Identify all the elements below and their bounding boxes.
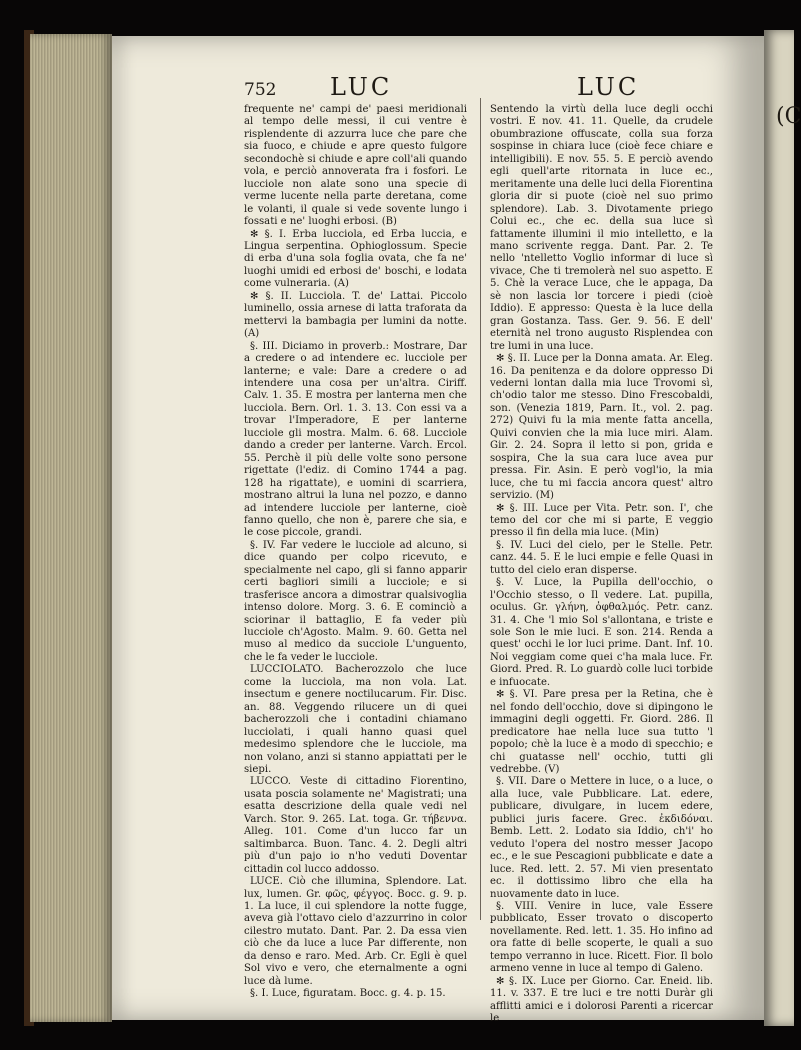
paragraph-luce-vita: ✻ §. III. Luce per Vita. Petr. son. I', che temo del cor che mi si parte, E veggio presso il fin della mia luce. (Min) <box>490 502 713 539</box>
paragraph-luce-cont: Sentendo la virtù della luce degli occhi vostri. E nov. 41. 11. Quelle, da crudele obumbrazione offuscate, colla sua forza sospinse in chiara luce (cioè fece chiare e intelligibili). E nov. 55. 5. E perciò avendo egli quell'arte ritornata in luce ec., meritamente una delle luci della Fiorentina gloria dir si puote (cioè nel suo primo splendore). Lab. 3. Divotamente priego Colui ec., che ec. della sua luce sì fattamente illumini il mio intelletto, e la mano scrivente regga. Dant. Par. 2. Te nello 'ntelletto Voglio informar di luce sì vivace, Che ti tremolerà nel suo aspetto. E 5. Chè la verace Luce, che le appaga, Da sè non lascia lor torcere i piedi (cioè Iddio). E appresso: Questa è la luce della gran Gostanza. Tass. Ger. 9. 56. E dell' eternità nel trono augusto Risplendea con tre lumi in una luce. <box>490 104 713 352</box>
paragraph-luce: LUCE. Ciò che illumina, Splendore. Lat. lux, lumen. Gr. φῶς, φέγγος. Bocc. g. 9. p. 1. La luce, il cui splendore la notte fugge, aveva già l'ottavo cielo d'azzurrino in color cilestro mutato. Dant. Par. 2. Da essa vien ciò che da luce a luce Par differente, non da denso e raro. Med. Arb. Cr. Egli è quel Sol vivo e vero, che eternalmente a ogni luce dà lume. <box>244 876 467 987</box>
paragraph-luce-figuratam: §. I. Luce, figuratam. Bocc. g. 4. p. 15. <box>250 988 446 1000</box>
paragraph-erba-lucciola: ✻ §. I. Erba lucciola, ed Erba luccia, e Lingua serpentina. Ophioglossum. Specie di erba d'una sola foglia ovata, che fa ne' luoghi umidi ed erbosi de' boschi, e lodata come vulneraria. (A) <box>244 228 467 290</box>
right-column <box>490 104 713 1025</box>
page-block-edge <box>30 34 112 1022</box>
left-column <box>244 104 467 1000</box>
paragraph-lucco: LUCCO. Veste di cittadino Fiorentino, usata poscia solamente ne' Magistrati; una esatta descrizione della quale vedi nel Varch. Stor. 9. 265. Lat. toga. Gr. τήβεννα. Alleg. 101. Come d'un lucco far un saltimbarca. Buon. Tanc. 4. 2. Degli altri più d'un pajo io n'ho veduti Doventar cittadin col lucco addosso. <box>244 776 467 875</box>
facing-page-edge <box>764 30 801 1026</box>
paragraph-luce-pupilla: §. V. Luce, la Pupilla dell'occhio, o l'Occhio stesso, o Il vedere. Lat. pupilla, oculus. Gr. γλήνη, ὀφθαλμός. Petr. canz. 31. 4. Che 'l mio Sol s'allontana, e triste e sole Son le mie luci. E son. 214. Renda a quest' occhi le lor luci prime. Dant. Inf. 10. Noi veggiam come quei c'ha mala luce. Fr. Giord. Pred. R. Lo guardò colle luci torbide e infuocate. <box>490 577 713 688</box>
paragraph-proverb-lucciole: §. III. Diciamo in proverb.: Mostrare, Dar a credere o ad intendere ec. lucciole per lanterne; e vale: Dare a credere o ad intendere una cosa per un'altra. Ciriff. Calv. 1. 35. E mostra per lanterna men che lucciola. Bern. Orl. 1. 3. 13. Con essi va a trovar l'Imperadore, E per lanterne lucciole gli mostra. Malm. 6. 68. Lucciole dando a creder per lanterne. Varch. Ercol. 55. Perchè il più delle volte sono persone rigettate (l'ediz. di Comino 1744 a pag. 128 ha rigattate), e uomini di scarriera, mostrano altrui la luna nel pozzo, e danno ad intendere lucciole per lanterne, cioè fanno quello, che non è, parere che sia, e le cose piccole, grandi. <box>244 340 467 539</box>
running-head-left: LUC <box>330 73 393 101</box>
paragraph-dare-in-luce: §. VII. Dare o Mettere in luce, o a luce, o alla luce, vale Pubblicare. Lat. edere, publicare, divulgare, in lucem edere, publici juris facere. Grec. ἐκδιδόναι. Bemb. Lett. 2. Lodato sia Iddio, ch'i' ho veduto l'opera del nostro messer Jacopo ec., e le sue Pescagioni pubblicate e date a luce. Red. lett. 2. 57. Mi vien presentato ec. il dottissimo libro che ella ha nuovamente dato in luce. <box>490 776 713 900</box>
running-head-right: LUC <box>577 73 640 101</box>
paragraph-lucciolato: LUCCIOLATO. Bacherozzolo che luce come la lucciola, ma non vola. Lat. insectum e genere noctilucarum. Fir. Disc. an. 88. Veggendo rilucere un di quei bacherozzoli che i contadini chiamano lucciolati, i quali hanno quasi quel medesimo splendore che le lucciole, ma non volano, anzi si stanno appiattati per le siepi. <box>244 664 467 776</box>
paragraph-far-vedere-lucciole: §. IV. Far vedere le lucciole ad alcuno, si dice quando per colpo ricevuto, e specialmente nel capo, gli si fanno apparir certi bagliori simili a lucciole; e si trasferisce ancora a dimostrar qualsivoglia intenso dolore. Morg. 3. 6. E cominciò a sciorinar il battaglio, E fa veder più lucciole ch'Agosto. Malm. 9. 60. Getta nel muso al medico da succiole L'unguento, che le fa veder le lucciole. <box>244 539 467 663</box>
paragraph-lucciola-cont: frequente ne' campi de' paesi meridionali al tempo delle messi, il cui ventre è risplendente di azzurra luce che pare che sia fuoco, e chiude e apre questo fulgore secondochè si chiude e apre coll'ali quando vola, e perciò annoverata fra i fosfori. Le lucciole non alate sono una specie di verme lucente nella parte deretana, come le volanti, il quale si vede sovente lungo i fossati e ne' luoghi erbosi. (B) <box>244 104 467 228</box>
facing-page-mark: (C <box>776 104 801 129</box>
paragraph-venire-in-luce: §. VIII. Venire in luce, vale Essere pubblicato, Esser trovato o discoperto novellamente. Red. lett. 1. 35. Ho infino ad ora fatte di belle scoperte, le quali a suo tempo verranno in luce. Ricett. Fior. Il bolo armeno venne in luce al tempo di Galeno. <box>490 901 713 975</box>
paragraph-luce-retina: ✻ §. VI. Pare presa per la Retina, che è nel fondo dell'occhio, dove si dipingono le immagini degli oggetti. Fr. Giord. 286. Il predicatore hae nella luce sua tutto 'l popolo; chè la luce è a modo di specchio; e chi guatasse nell' occhio, tutti gli vedrebbe. (V) <box>490 689 713 776</box>
column-divider <box>480 98 481 920</box>
paragraph-luce-donna: ✻ §. II. Luce per la Donna amata. Ar. Eleg. 16. Da penitenza e da dolore oppresso Di vederni lontan dalla mia luce Trovomi sì, ch'odio talor me stesso. Dino Frescobaldi, son. (Venezia 1819, Parn. It., vol. 2. pag. 272) Quivi fu la mia mente fatta ancella, Quivi convien che la mia luce miri. Alam. Gir. 2. 24. Sopra il letto si pon, grida e sospira, Che la sua cara luce avea pur pressa. Fir. Asin. E però vogl'io, la mia luce, che tu mi faccia ancora quest' altro servizio. (M) <box>490 353 713 502</box>
paragraph-luce-giorno: ✻ §. IX. Luce per Giorno. Car. Eneid. lib. 11. v. 337. E tre luci e tre notti Duràr gli afflitti amici e i dolorosi Parenti a ricercar le <box>490 975 713 1025</box>
page-number: 752 <box>244 80 277 100</box>
paragraph-luci-cielo: §. IV. Luci del cielo, per le Stelle. Petr. canz. 44. 5. E le luci empie e felle Quasi in tutto del cielo eran disperse. <box>490 539 713 576</box>
paragraph-lucciola-lattai: ✻ §. II. Lucciola. T. de' Lattai. Piccolo luminello, ossia arnese di latta traforata da mettervi la bambagia per lumini da notte. (A) <box>244 290 467 340</box>
